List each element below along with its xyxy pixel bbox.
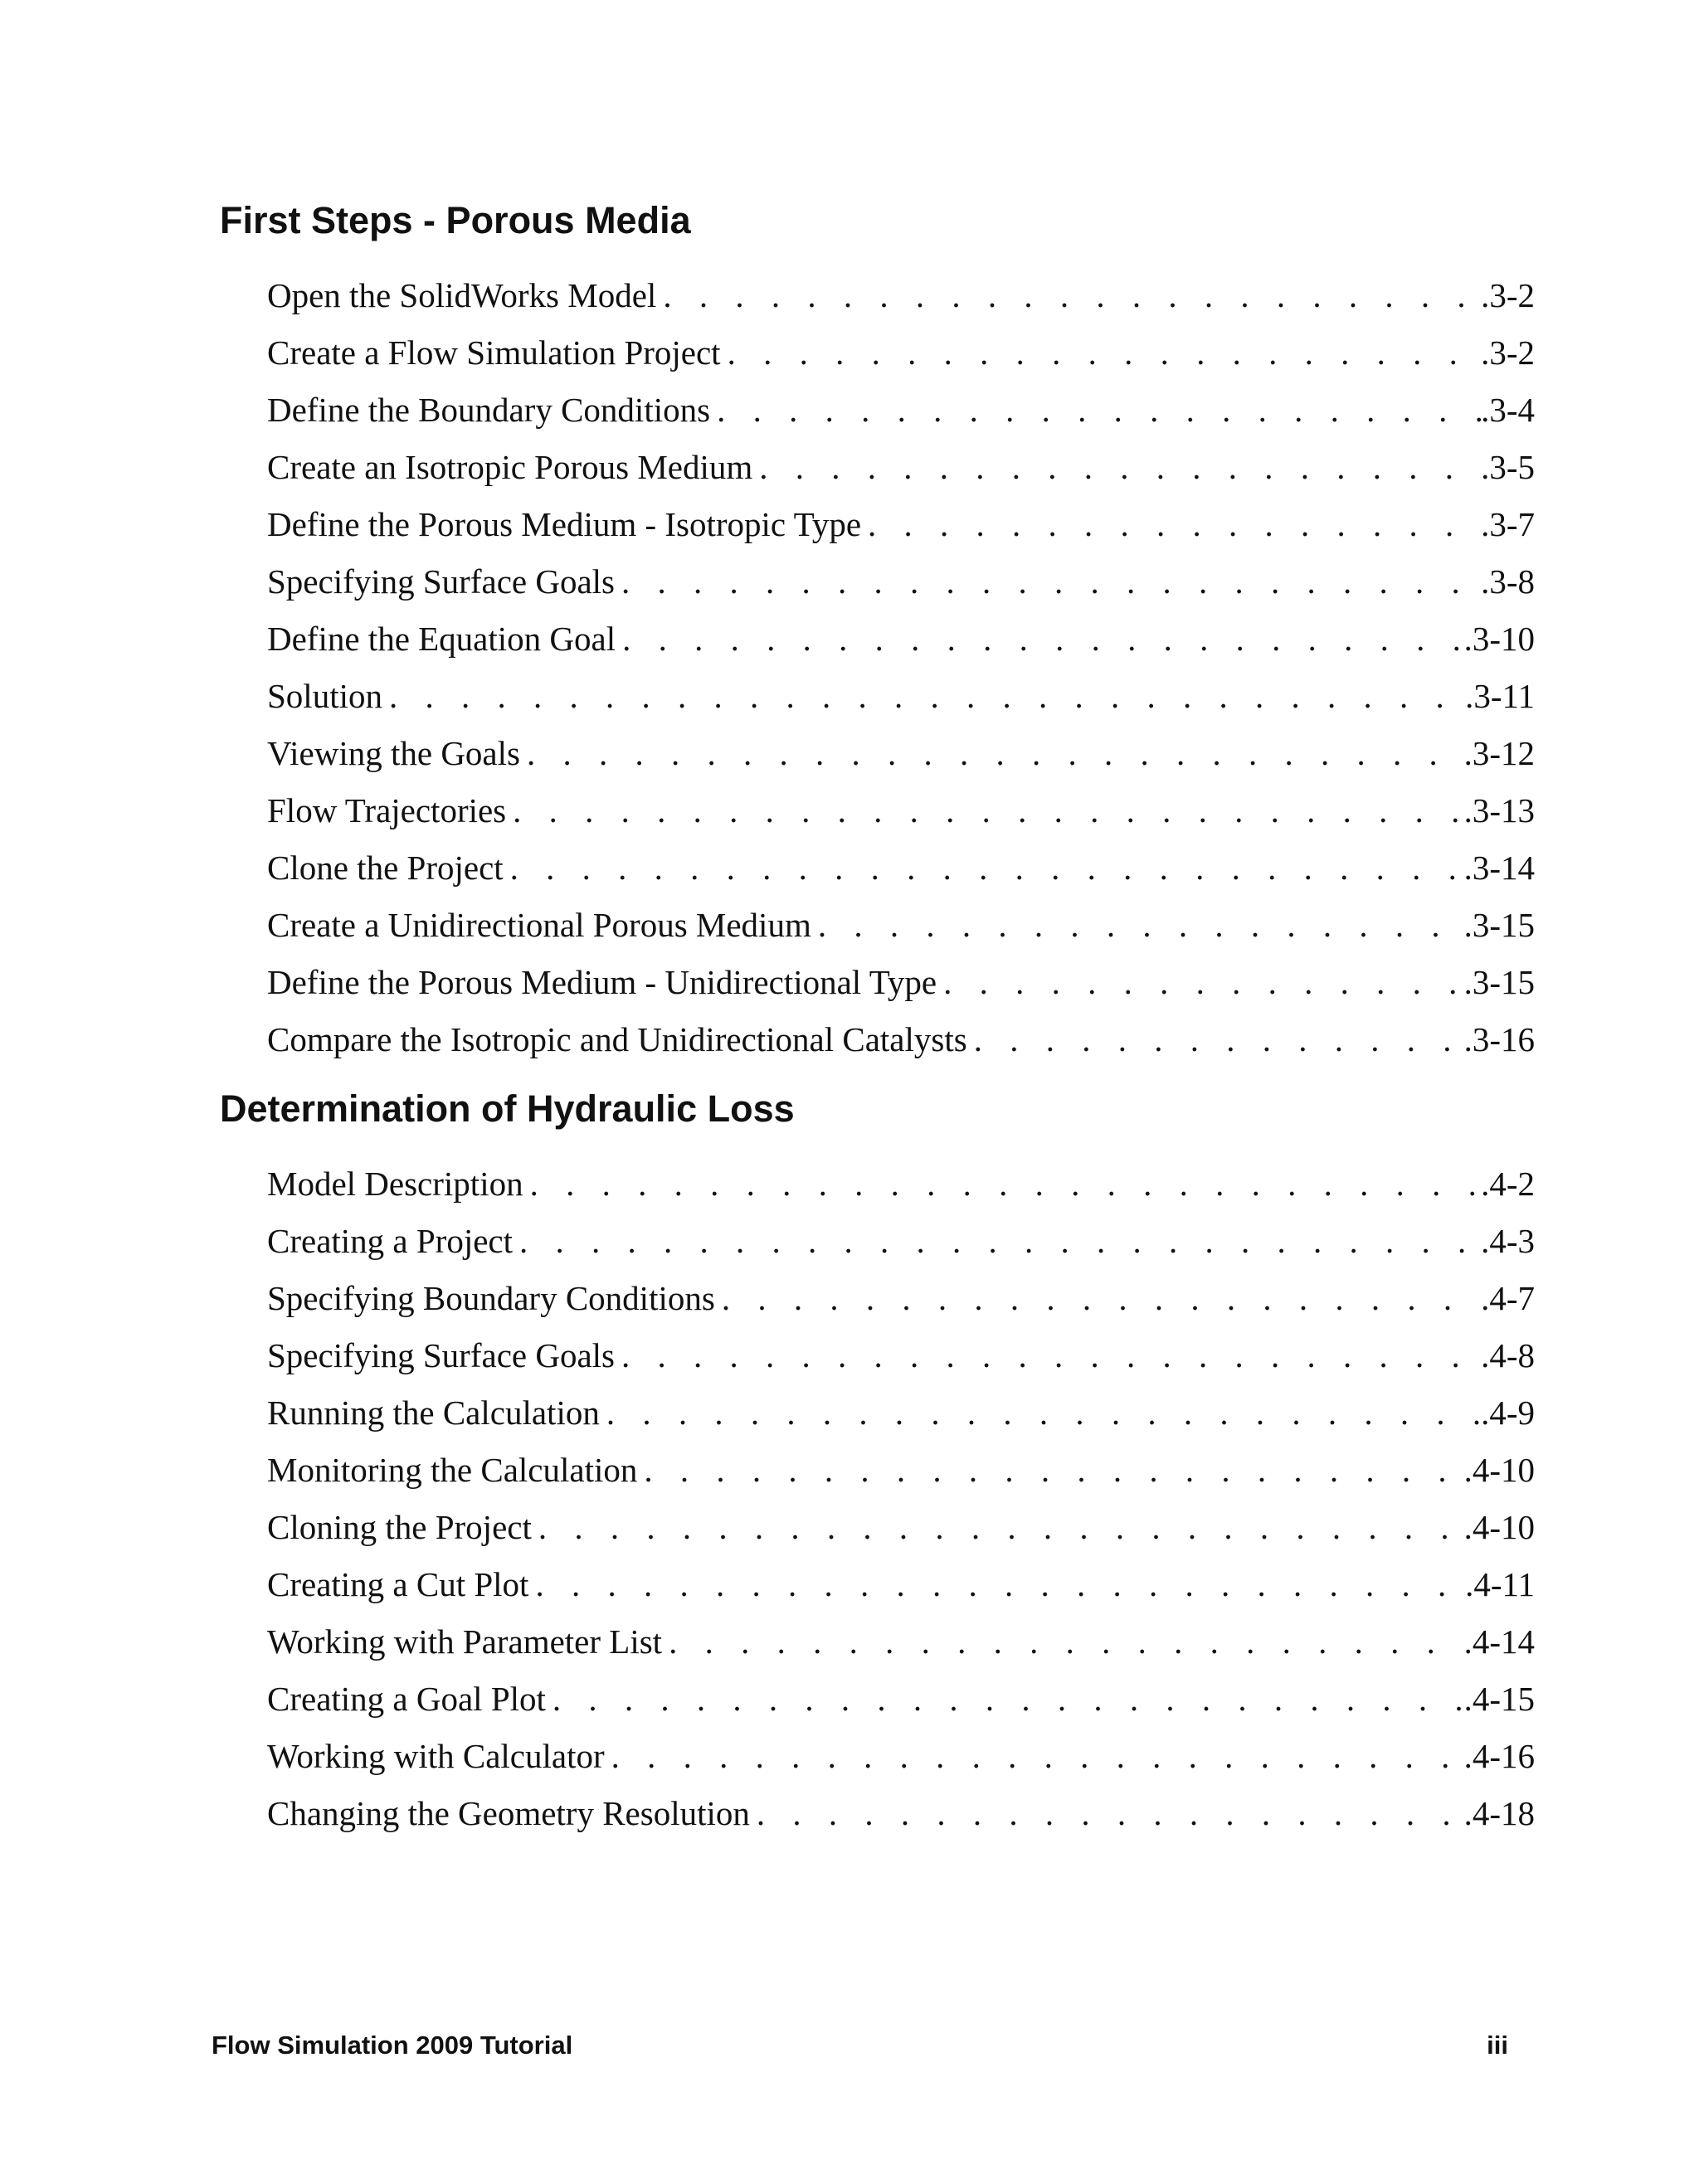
toc-entry-page-number: .3-14	[1463, 849, 1535, 887]
dot-leader	[546, 1671, 1464, 1728]
toc-entry-page-number: .4-2	[1481, 1165, 1535, 1203]
toc-entry[interactable]	[267, 1213, 1535, 1270]
toc-entry[interactable]	[267, 267, 1535, 324]
toc-entry-title: Define the Porous Medium - Unidirectional Type	[267, 963, 937, 1001]
toc-entry-page-number: .3-2	[1481, 333, 1535, 372]
toc-entry-title: Specifying Surface Goals	[267, 562, 615, 601]
toc-entry[interactable]	[267, 1671, 1535, 1728]
dot-leader	[600, 1384, 1481, 1442]
toc-entry-title: Define the Porous Medium - Isotropic Type	[267, 505, 862, 543]
toc-entry-page-number: .3-11	[1465, 677, 1535, 715]
toc-entry-page-number: .3-8	[1481, 562, 1535, 601]
toc-entry-page-number: .3-16	[1463, 1020, 1535, 1058]
toc-entry-page-number: .4-11	[1465, 1565, 1535, 1603]
toc-entry-title: Define the Equation Goal	[267, 620, 616, 658]
toc-entry[interactable]	[267, 1556, 1535, 1613]
toc-entry[interactable]	[267, 553, 1535, 610]
toc-entry[interactable]	[267, 1327, 1535, 1384]
toc-entry-title: Creating a Project	[267, 1222, 514, 1260]
toc-entry[interactable]	[267, 1155, 1535, 1213]
toc-entry-page-number: .3-5	[1481, 448, 1535, 486]
dot-leader	[520, 725, 1464, 782]
toc-entry-page-number: .4-16	[1463, 1737, 1535, 1775]
toc-entry-title: Creating a Goal Plot	[267, 1680, 546, 1718]
toc-entry-page-number: .4-3	[1481, 1222, 1535, 1260]
toc-entry-title: Model Description	[267, 1165, 523, 1203]
dot-leader	[937, 954, 1464, 1011]
toc-list-section-1	[267, 267, 1535, 1068]
toc-entry[interactable]	[267, 610, 1535, 668]
toc-entry[interactable]	[267, 1270, 1535, 1327]
toc-entry[interactable]	[267, 1442, 1535, 1499]
toc-entry-page-number: .4-10	[1463, 1508, 1535, 1546]
footer-page-number: iii	[1487, 2031, 1508, 2060]
toc-entry[interactable]	[267, 954, 1535, 1011]
dot-leader	[656, 267, 1481, 324]
toc-entry-title: Create a Unidirectional Porous Medium	[267, 906, 811, 944]
toc-list-section-2	[267, 1155, 1535, 1842]
toc-entry[interactable]	[267, 1613, 1535, 1671]
toc-entry-title: Specifying Boundary Conditions	[267, 1279, 715, 1317]
dot-leader	[967, 1011, 1464, 1068]
toc-entry-title: Running the Calculation	[267, 1394, 600, 1432]
dot-leader	[528, 1556, 1465, 1613]
dot-leader	[532, 1499, 1464, 1556]
toc-entry[interactable]	[267, 668, 1535, 725]
dot-leader	[504, 839, 1464, 897]
toc-entry[interactable]	[267, 439, 1535, 496]
toc-entry-title: Compare the Isotropic and Unidirectional Catalysts	[267, 1020, 967, 1058]
section-title-determination-of-hydraulic-loss: Determination of Hydraulic Loss	[220, 1087, 795, 1130]
dot-leader	[382, 668, 1465, 725]
toc-entry[interactable]	[267, 1011, 1535, 1068]
toc-entry-page-number: .4-7	[1481, 1279, 1535, 1317]
dot-leader	[605, 1728, 1464, 1785]
toc-entry-page-number: .4-8	[1481, 1336, 1535, 1374]
toc-entry-title: Create an Isotropic Porous Medium	[267, 448, 753, 486]
toc-entry-title: Changing the Geometry Resolution	[267, 1794, 750, 1832]
dot-leader	[715, 1270, 1481, 1327]
toc-entry-page-number: .3-13	[1463, 791, 1535, 829]
toc-entry-page-number: .4-15	[1463, 1680, 1535, 1718]
toc-entry[interactable]	[267, 725, 1535, 782]
toc-entry[interactable]	[267, 897, 1535, 954]
toc-entry-page-number: .4-18	[1463, 1794, 1535, 1832]
toc-entry-page-number: .4-9	[1481, 1394, 1535, 1432]
toc-entry-page-number: .4-10	[1463, 1451, 1535, 1489]
toc-entry[interactable]	[267, 1785, 1535, 1842]
toc-entry[interactable]	[267, 839, 1535, 897]
dot-leader	[506, 782, 1463, 839]
dot-leader	[615, 1327, 1481, 1384]
toc-entry-title: Creating a Cut Plot	[267, 1565, 529, 1603]
section-title-first-steps-porous-media: First Steps - Porous Media	[220, 199, 691, 241]
toc-entry-page-number: .3-12	[1463, 734, 1535, 772]
toc-entry-title: Clone the Project	[267, 849, 504, 887]
toc-entry-title: Cloning the Project	[267, 1508, 532, 1546]
toc-entry-title: Create a Flow Simulation Project	[267, 333, 721, 372]
toc-entry-title: Viewing the Goals	[267, 734, 520, 772]
toc-entry-page-number: .3-4	[1481, 391, 1535, 429]
toc-entry-title: Working with Calculator	[267, 1737, 605, 1775]
dot-leader	[523, 1155, 1482, 1213]
toc-entry[interactable]	[267, 382, 1535, 439]
toc-entry-title: Specifying Surface Goals	[267, 1336, 615, 1374]
toc-entry[interactable]	[267, 1499, 1535, 1556]
toc-entry-page-number: .3-15	[1463, 906, 1535, 944]
toc-entry[interactable]	[267, 782, 1535, 839]
toc-entry[interactable]	[267, 1384, 1535, 1442]
dot-leader	[811, 897, 1464, 954]
dot-leader	[637, 1442, 1463, 1499]
toc-entry[interactable]	[267, 496, 1535, 553]
dot-leader	[752, 439, 1481, 496]
dot-leader	[662, 1613, 1464, 1671]
dot-leader	[861, 496, 1481, 553]
dot-leader	[616, 610, 1463, 668]
toc-entry-title: Working with Parameter List	[267, 1622, 663, 1661]
dot-leader	[750, 1785, 1464, 1842]
dot-leader	[615, 553, 1481, 610]
toc-entry[interactable]	[267, 324, 1535, 382]
toc-entry-page-number: .3-2	[1481, 276, 1535, 314]
toc-entry[interactable]	[267, 1728, 1535, 1785]
toc-entry-page-number: .3-10	[1463, 620, 1535, 658]
dot-leader	[721, 324, 1482, 382]
toc-entry-page-number: .3-15	[1463, 963, 1535, 1001]
toc-entry-title: Open the SolidWorks Model	[267, 276, 657, 314]
toc-entry-title: Flow Trajectories	[267, 791, 507, 829]
toc-entry-page-number: .4-14	[1463, 1622, 1535, 1661]
toc-entry-title: Define the Boundary Conditions	[267, 391, 711, 429]
toc-entry-title: Monitoring the Calculation	[267, 1451, 638, 1489]
dot-leader	[513, 1213, 1481, 1270]
toc-entry-page-number: .3-7	[1481, 505, 1535, 543]
dot-leader	[710, 382, 1481, 439]
footer-document-title: Flow Simulation 2009 Tutorial	[212, 2031, 573, 2060]
toc-entry-title: Solution	[267, 677, 382, 715]
